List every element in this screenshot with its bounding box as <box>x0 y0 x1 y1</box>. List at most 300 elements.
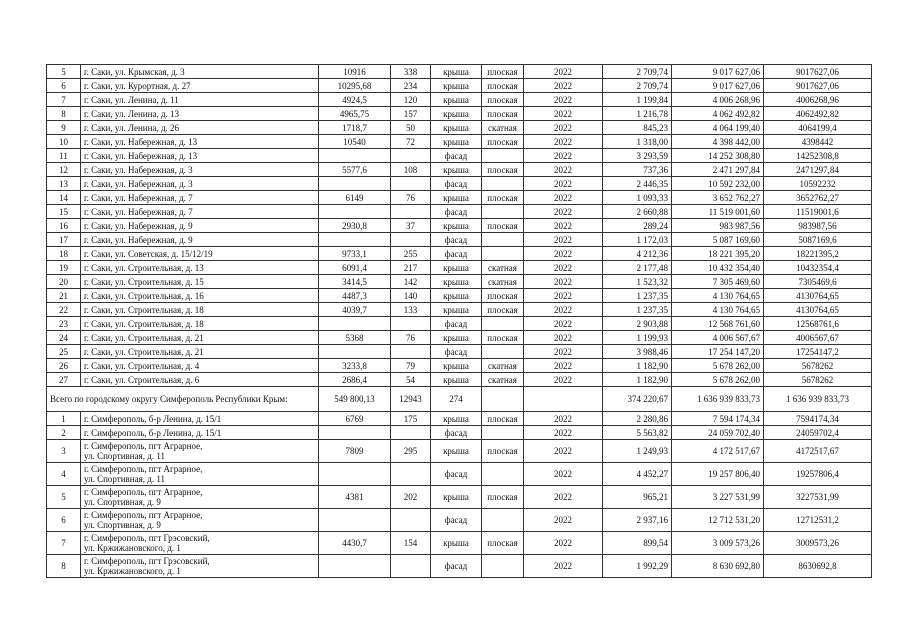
address-cell: г. Саки, ул. Курортная, д. 27 <box>81 79 319 93</box>
year-cell: 2022 <box>524 275 603 289</box>
roof-type-cell: плоская <box>482 163 524 177</box>
area-cell <box>319 149 391 163</box>
year-cell: 2022 <box>524 331 603 345</box>
table-row <box>47 426 872 440</box>
area-cell: 5368 <box>319 331 391 345</box>
residents-cell: 142 <box>391 275 431 289</box>
unit-cost-cell: 1 199,93 <box>603 331 672 345</box>
residents-cell: 154 <box>391 532 431 555</box>
area-cell: 4487,3 <box>319 289 391 303</box>
row-number: 13 <box>47 177 81 191</box>
roof-type-cell <box>482 463 524 486</box>
area-cell <box>319 509 391 532</box>
row-number: 11 <box>47 149 81 163</box>
unit-cost-cell: 5 563,82 <box>603 426 672 440</box>
element-cell: крыша <box>431 486 482 509</box>
year-cell: 2022 <box>524 261 603 275</box>
table-row <box>47 331 872 345</box>
area-cell <box>319 555 391 578</box>
total-cost-cell: 14 252 308,80 <box>672 149 764 163</box>
area-cell: 3414,5 <box>319 275 391 289</box>
unit-cost-cell: 845,23 <box>603 121 672 135</box>
address-cell <box>81 555 319 578</box>
total-cost-cell: 5 678 262,00 <box>672 359 764 373</box>
element-cell: крыша <box>431 163 482 177</box>
table-row <box>47 359 872 373</box>
address-cell: г. Саки, ул. Набережная, д. 13 <box>81 135 319 149</box>
unit-cost-cell: 1 093,33 <box>603 191 672 205</box>
address-cell: г. Саки, ул. Строительная, д. 6 <box>81 373 319 387</box>
address-line-1: г. Симферополь, пгт Грэсовский, <box>84 556 210 566</box>
address-cell <box>81 463 319 486</box>
residents-cell: 157 <box>391 107 431 121</box>
element-cell: фасад <box>431 177 482 191</box>
residents-cell: 72 <box>391 135 431 149</box>
table-row <box>47 440 872 463</box>
limit-cost-cell: 4064199,4 <box>764 121 872 135</box>
limit-cost-cell: 14252308,8 <box>764 149 872 163</box>
roof-type-cell: плоская <box>482 191 524 205</box>
address-cell <box>81 486 319 509</box>
unit-cost-cell: 899,54 <box>603 532 672 555</box>
limit-cost-cell: 18221395,2 <box>764 247 872 261</box>
total-cost-cell: 4 064 199,40 <box>672 121 764 135</box>
address-line-2: ул. Спортивная, д. 9 <box>84 497 161 507</box>
limit-cost-cell: 10432354,4 <box>764 261 872 275</box>
year-cell: 2022 <box>524 440 603 463</box>
area-cell <box>319 463 391 486</box>
address-line-2: ул. Спортивная, д. 9 <box>84 520 161 530</box>
row-number: 3 <box>47 440 81 463</box>
area-cell <box>319 205 391 219</box>
unit-cost-cell: 737,36 <box>603 163 672 177</box>
residents-cell: 76 <box>391 191 431 205</box>
row-number: 4 <box>47 463 81 486</box>
total-cost-cell: 12 568 761,60 <box>672 317 764 331</box>
limit-cost-cell: 8630692,8 <box>764 555 872 578</box>
table-row <box>47 135 872 149</box>
row-number: 24 <box>47 331 81 345</box>
roof-type-cell <box>482 205 524 219</box>
element-cell: крыша <box>431 331 482 345</box>
address-cell: г. Саки, ул. Набережная, д. 3 <box>81 163 319 177</box>
element-cell: крыша <box>431 261 482 275</box>
roof-type-cell: плоская <box>482 486 524 509</box>
area-cell <box>319 177 391 191</box>
area-cell: 4381 <box>319 486 391 509</box>
year-cell: 2022 <box>524 163 603 177</box>
row-number: 23 <box>47 317 81 331</box>
row-number: 20 <box>47 275 81 289</box>
row-number: 26 <box>47 359 81 373</box>
total-row <box>47 387 872 412</box>
limit-cost-cell: 983987,56 <box>764 219 872 233</box>
roof-type-cell <box>482 233 524 247</box>
roof-type-cell: скатная <box>482 121 524 135</box>
area-cell: 4430,7 <box>319 532 391 555</box>
element-cell: фасад <box>431 233 482 247</box>
unit-cost-cell: 2 709,74 <box>603 65 672 79</box>
residents-cell: 133 <box>391 303 431 317</box>
total-cost-cell: 2 471 297,84 <box>672 163 764 177</box>
roof-type-cell: плоская <box>482 219 524 233</box>
table-row <box>47 373 872 387</box>
empty-cell <box>524 387 603 412</box>
element-cell: крыша <box>431 79 482 93</box>
total-cost-cell: 3 227 531,99 <box>672 486 764 509</box>
roof-type-cell: плоская <box>482 412 524 426</box>
limit-cost-cell: 3227531,99 <box>764 486 872 509</box>
table-row <box>47 93 872 107</box>
limit-cost-cell: 24059702,4 <box>764 426 872 440</box>
element-cell: крыша <box>431 359 482 373</box>
year-cell: 2022 <box>524 177 603 191</box>
year-cell: 2022 <box>524 373 603 387</box>
row-number: 7 <box>47 532 81 555</box>
row-number: 19 <box>47 261 81 275</box>
unit-cost-cell: 1 216,78 <box>603 107 672 121</box>
roof-type-cell: плоская <box>482 65 524 79</box>
limit-cost-cell: 2471297,84 <box>764 163 872 177</box>
roof-type-cell: скатная <box>482 359 524 373</box>
row-number: 2 <box>47 426 81 440</box>
total-cost-cell: 4 006 567,67 <box>672 331 764 345</box>
total-cost-cell: 18 221 395,20 <box>672 247 764 261</box>
total-residents: 12943 <box>391 387 431 412</box>
element-cell: крыша <box>431 121 482 135</box>
element-cell: фасад <box>431 426 482 440</box>
address-cell <box>81 509 319 532</box>
limit-cost-cell: 4006567,67 <box>764 331 872 345</box>
element-cell: фасад <box>431 317 482 331</box>
residents-cell: 76 <box>391 331 431 345</box>
roof-type-cell <box>482 317 524 331</box>
address-cell: г. Саки, ул. Набережная, д. 7 <box>81 191 319 205</box>
limit-cost-cell: 11519001,6 <box>764 205 872 219</box>
roof-type-cell: плоская <box>482 93 524 107</box>
element-cell: крыша <box>431 532 482 555</box>
total-cost-cell: 5 087 169,60 <box>672 233 764 247</box>
area-cell: 10295,68 <box>319 79 391 93</box>
total-cost-cell: 19 257 806,40 <box>672 463 764 486</box>
residents-cell: 37 <box>391 219 431 233</box>
unit-cost-cell: 2 280,86 <box>603 412 672 426</box>
row-number: 1 <box>47 412 81 426</box>
total-cost-cell: 3 652 762,27 <box>672 191 764 205</box>
table-row <box>47 79 872 93</box>
element-cell: фасад <box>431 247 482 261</box>
unit-cost-cell: 2 937,16 <box>603 509 672 532</box>
limit-cost-cell: 5678262 <box>764 373 872 387</box>
residents-cell <box>391 555 431 578</box>
area-cell <box>319 233 391 247</box>
roof-type-cell <box>482 426 524 440</box>
table-row <box>47 107 872 121</box>
year-cell: 2022 <box>524 303 603 317</box>
address-line-1: г. Симферополь, пгт Аграрное, <box>84 487 203 497</box>
roof-type-cell <box>482 177 524 191</box>
roof-type-cell: плоская <box>482 289 524 303</box>
residents-cell: 217 <box>391 261 431 275</box>
year-cell: 2022 <box>524 555 603 578</box>
residents-cell: 234 <box>391 79 431 93</box>
year-cell: 2022 <box>524 149 603 163</box>
element-cell: крыша <box>431 65 482 79</box>
roof-type-cell: скатная <box>482 373 524 387</box>
element-cell: фасад <box>431 205 482 219</box>
unit-cost-cell: 2 177,48 <box>603 261 672 275</box>
row-number: 9 <box>47 121 81 135</box>
row-number: 16 <box>47 219 81 233</box>
roof-type-cell: плоская <box>482 331 524 345</box>
table-row <box>47 65 872 79</box>
address-line-2: ул. Кржижановского, д. 1 <box>84 543 181 553</box>
table-row <box>47 149 872 163</box>
element-cell: фасад <box>431 509 482 532</box>
roof-type-cell: скатная <box>482 261 524 275</box>
year-cell: 2022 <box>524 289 603 303</box>
area-cell: 10916 <box>319 65 391 79</box>
address-cell: г. Саки, ул. Советская, д. 15/12/19 <box>81 247 319 261</box>
element-cell: крыша <box>431 191 482 205</box>
unit-cost-cell: 1 199,84 <box>603 93 672 107</box>
residents-cell <box>391 149 431 163</box>
residents-cell: 54 <box>391 373 431 387</box>
total-area: 549 800,13 <box>319 387 391 412</box>
area-cell: 1718,7 <box>319 121 391 135</box>
unit-cost-cell: 1 237,35 <box>603 303 672 317</box>
limit-cost-cell: 4130764,65 <box>764 289 872 303</box>
total-cost-cell: 983 987,56 <box>672 219 764 233</box>
row-number: 8 <box>47 107 81 121</box>
total-cost-cell: 17 254 147,20 <box>672 345 764 359</box>
table-row <box>47 275 872 289</box>
element-cell: фасад <box>431 555 482 578</box>
element-cell: крыша <box>431 219 482 233</box>
limit-cost-cell: 7594174,34 <box>764 412 872 426</box>
address-cell: г. Саки, ул. Набережная, д. 7 <box>81 205 319 219</box>
area-cell: 2930,8 <box>319 219 391 233</box>
row-number: 14 <box>47 191 81 205</box>
row-number: 7 <box>47 93 81 107</box>
element-cell: фасад <box>431 463 482 486</box>
address-cell <box>81 532 319 555</box>
address-cell: г. Симферополь, б-р Ленина, д. 15/1 <box>81 412 319 426</box>
address-line-1: г. Симферополь, пгт Аграрное, <box>84 441 203 451</box>
limit-cost-cell: 17254147,2 <box>764 345 872 359</box>
table-row <box>47 163 872 177</box>
residents-cell <box>391 177 431 191</box>
address-cell: г. Симферополь, б-р Ленина, д. 15/1 <box>81 426 319 440</box>
residents-cell: 295 <box>391 440 431 463</box>
year-cell: 2022 <box>524 205 603 219</box>
table-row <box>47 261 872 275</box>
area-cell: 10540 <box>319 135 391 149</box>
element-cell: крыша <box>431 412 482 426</box>
area-cell: 6091,4 <box>319 261 391 275</box>
address-line-1: г. Симферополь, пгт Аграрное, <box>84 510 203 520</box>
element-cell: крыша <box>431 289 482 303</box>
address-line-1: г. Симферополь, пгт Аграрное, <box>84 464 203 474</box>
year-cell: 2022 <box>524 247 603 261</box>
limit-cost-cell: 3009573,26 <box>764 532 872 555</box>
address-cell: г. Саки, ул. Строительная, д. 18 <box>81 303 319 317</box>
address-cell: г. Саки, ул. Строительная, д. 15 <box>81 275 319 289</box>
limit-cost-cell: 4130764,65 <box>764 303 872 317</box>
limit-cost-cell: 9017627,06 <box>764 79 872 93</box>
limit-cost-cell: 4006268,96 <box>764 93 872 107</box>
unit-cost-cell: 1 172,03 <box>603 233 672 247</box>
total-cost-cell: 12 712 531,20 <box>672 509 764 532</box>
roof-type-cell: плоская <box>482 303 524 317</box>
year-cell: 2022 <box>524 486 603 509</box>
unit-cost-cell: 1 182,90 <box>603 373 672 387</box>
residents-cell <box>391 233 431 247</box>
total-count: 274 <box>431 387 482 412</box>
limit-cost-cell: 10592232 <box>764 177 872 191</box>
address-line-2: ул. Кржижановского, д. 1 <box>84 566 181 576</box>
element-cell: крыша <box>431 275 482 289</box>
residents-cell: 79 <box>391 359 431 373</box>
year-cell: 2022 <box>524 426 603 440</box>
element-cell: фасад <box>431 345 482 359</box>
residents-cell: 175 <box>391 412 431 426</box>
area-cell: 6769 <box>319 412 391 426</box>
total-cost-cell: 10 432 354,40 <box>672 261 764 275</box>
address-line-2: ул. Спортивная, д. 11 <box>84 474 165 484</box>
limit-cost-cell: 12712531,2 <box>764 509 872 532</box>
total-cost-cell: 9 017 627,06 <box>672 79 764 93</box>
residents-cell: 202 <box>391 486 431 509</box>
row-number: 5 <box>47 65 81 79</box>
roof-type-cell <box>482 345 524 359</box>
table-row <box>47 219 872 233</box>
unit-cost-cell: 1 249,93 <box>603 440 672 463</box>
unit-cost-cell: 1 237,35 <box>603 289 672 303</box>
total-cost-cell: 4 006 268,96 <box>672 93 764 107</box>
limit-cost-cell: 5678262 <box>764 359 872 373</box>
table-row <box>47 121 872 135</box>
element-cell: крыша <box>431 107 482 121</box>
element-cell: фасад <box>431 149 482 163</box>
roof-type-cell: плоская <box>482 135 524 149</box>
residents-cell: 108 <box>391 163 431 177</box>
address-cell: г. Саки, ул. Строительная, д. 21 <box>81 331 319 345</box>
row-number: 12 <box>47 163 81 177</box>
row-number: 8 <box>47 555 81 578</box>
row-number: 22 <box>47 303 81 317</box>
address-cell: г. Саки, ул. Строительная, д. 16 <box>81 289 319 303</box>
table-row <box>47 509 872 532</box>
element-cell: крыша <box>431 93 482 107</box>
total-cost-cell: 11 519 001,60 <box>672 205 764 219</box>
year-cell: 2022 <box>524 233 603 247</box>
unit-cost-cell: 3 988,46 <box>603 345 672 359</box>
area-cell: 4924,5 <box>319 93 391 107</box>
total-cost-cell: 4 062 492,82 <box>672 107 764 121</box>
total-cost-cell: 24 059 702,40 <box>672 426 764 440</box>
address-cell <box>81 440 319 463</box>
limit-cost-cell: 12568761,6 <box>764 317 872 331</box>
limit-cost-cell: 4398442 <box>764 135 872 149</box>
roof-type-cell: скатная <box>482 275 524 289</box>
table-row <box>47 486 872 509</box>
unit-cost-cell: 2 903,88 <box>603 317 672 331</box>
year-cell: 2022 <box>524 93 603 107</box>
limit-cost-cell: 7305469,6 <box>764 275 872 289</box>
year-cell: 2022 <box>524 317 603 331</box>
total-cost-cell: 10 592 232,00 <box>672 177 764 191</box>
row-number: 5 <box>47 486 81 509</box>
limit-cost-cell: 4172517,67 <box>764 440 872 463</box>
unit-cost-cell: 965,21 <box>603 486 672 509</box>
total-cost-cell: 7 594 174,34 <box>672 412 764 426</box>
roof-type-cell <box>482 555 524 578</box>
element-cell: крыша <box>431 373 482 387</box>
table-body <box>47 65 872 578</box>
total-unit-cost: 374 220,67 <box>603 387 672 412</box>
residents-cell: 120 <box>391 93 431 107</box>
unit-cost-cell: 1 523,32 <box>603 275 672 289</box>
table-row <box>47 247 872 261</box>
total-cost-cell: 7 305 469,60 <box>672 275 764 289</box>
year-cell: 2022 <box>524 345 603 359</box>
address-cell: г. Саки, ул. Крымская, д. 3 <box>81 65 319 79</box>
total-cost-cell: 4 130 764,65 <box>672 303 764 317</box>
element-cell: крыша <box>431 303 482 317</box>
unit-cost-cell: 1 318,00 <box>603 135 672 149</box>
year-cell: 2022 <box>524 463 603 486</box>
row-number: 6 <box>47 509 81 532</box>
year-cell: 2022 <box>524 107 603 121</box>
area-cell: 9733,1 <box>319 247 391 261</box>
year-cell: 2022 <box>524 121 603 135</box>
row-number: 10 <box>47 135 81 149</box>
table-row <box>47 289 872 303</box>
area-cell: 5577,6 <box>319 163 391 177</box>
area-cell <box>319 426 391 440</box>
total-cost-cell: 4 172 517,67 <box>672 440 764 463</box>
address-cell: г. Саки, ул. Ленина, д. 26 <box>81 121 319 135</box>
table-row <box>47 177 872 191</box>
address-cell: г. Саки, ул. Ленина, д. 13 <box>81 107 319 121</box>
year-cell: 2022 <box>524 65 603 79</box>
address-cell: г. Саки, ул. Строительная, д. 13 <box>81 261 319 275</box>
address-cell: г. Саки, ул. Ленина, д. 11 <box>81 93 319 107</box>
area-cell: 4039,7 <box>319 303 391 317</box>
total-cost-cell: 8 630 692,80 <box>672 555 764 578</box>
row-number: 15 <box>47 205 81 219</box>
unit-cost-cell: 3 293,59 <box>603 149 672 163</box>
empty-cell <box>482 387 524 412</box>
address-cell: г. Саки, ул. Строительная, д. 4 <box>81 359 319 373</box>
residents-cell: 338 <box>391 65 431 79</box>
limit-cost-cell: 9017627,06 <box>764 65 872 79</box>
year-cell: 2022 <box>524 191 603 205</box>
table-row <box>47 191 872 205</box>
row-number: 6 <box>47 79 81 93</box>
unit-cost-cell: 4 452,27 <box>603 463 672 486</box>
address-cell: г. Саки, ул. Набережная, д. 9 <box>81 219 319 233</box>
address-cell: г. Саки, ул. Набережная, д. 3 <box>81 177 319 191</box>
year-cell: 2022 <box>524 79 603 93</box>
table-row <box>47 317 872 331</box>
total-cost: 1 636 939 833,73 <box>672 387 764 412</box>
row-number: 17 <box>47 233 81 247</box>
roof-type-cell: плоская <box>482 107 524 121</box>
table-row <box>47 555 872 578</box>
area-cell: 6149 <box>319 191 391 205</box>
